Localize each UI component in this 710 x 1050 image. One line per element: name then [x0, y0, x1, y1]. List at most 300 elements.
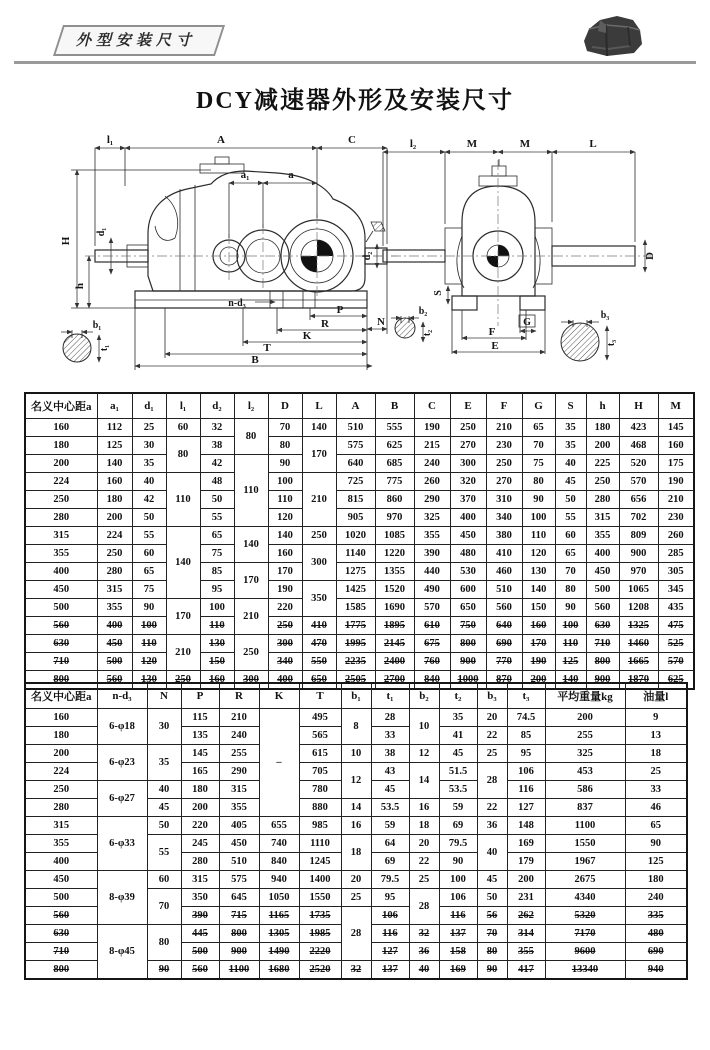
- table-row: [25, 455, 694, 473]
- cell: 22: [409, 853, 439, 871]
- cell: 1165: [259, 907, 299, 925]
- table-row: [25, 527, 694, 545]
- cell: 100: [555, 617, 586, 635]
- cell: 715: [219, 907, 259, 925]
- cell: 255: [545, 727, 625, 745]
- table-row: [25, 635, 694, 653]
- cell: 65: [522, 419, 555, 437]
- cell: 710: [586, 635, 619, 653]
- cell: 500: [25, 889, 97, 907]
- cell: 180: [181, 781, 219, 799]
- cell: 180: [586, 419, 619, 437]
- cell: 224: [97, 527, 132, 545]
- cell: 42: [132, 491, 166, 509]
- cell: 13340: [545, 961, 625, 980]
- cell: 22: [477, 727, 507, 745]
- cell: 45: [555, 473, 586, 491]
- dimension-table-2: [24, 682, 688, 980]
- cell: 175: [658, 455, 694, 473]
- cell: 705: [299, 763, 341, 781]
- cell: 1208: [619, 599, 658, 617]
- cell: 18: [341, 835, 371, 871]
- dim-label-P: P: [336, 304, 344, 316]
- cell: 315: [25, 817, 97, 835]
- cell: 140: [97, 455, 132, 473]
- cell: 690: [625, 943, 687, 961]
- cell: 170: [522, 635, 555, 653]
- cell: 355: [219, 799, 259, 817]
- dim-label-d1: d₁: [96, 227, 107, 237]
- cell: 250: [25, 781, 97, 799]
- cell: 30: [132, 437, 166, 455]
- cell: 880: [299, 799, 341, 817]
- cell: 90: [268, 455, 302, 473]
- cell: 28: [371, 709, 409, 727]
- cell: 20: [477, 709, 507, 727]
- cell: 85: [200, 563, 234, 581]
- cell: 90: [555, 599, 586, 617]
- cell: 160: [268, 545, 302, 563]
- cell: 40: [555, 455, 586, 473]
- cell: 20: [341, 871, 371, 889]
- cell: 325: [414, 509, 450, 527]
- cell: 170: [166, 599, 200, 635]
- cell: 210: [486, 419, 522, 437]
- cell: 970: [619, 563, 658, 581]
- cell: 565: [299, 727, 341, 745]
- cell: 410: [302, 617, 336, 635]
- column-header: M: [658, 393, 694, 419]
- cell: 75: [200, 545, 234, 563]
- cell: 59: [371, 817, 409, 835]
- cell: 325: [545, 745, 625, 763]
- column-header: H: [619, 393, 658, 419]
- cell: 140: [522, 581, 555, 599]
- cell: 940: [625, 961, 687, 980]
- cell: 480: [625, 925, 687, 943]
- cell: 33: [625, 781, 687, 799]
- cell: 400: [586, 545, 619, 563]
- column-header: n-d₃: [97, 683, 147, 709]
- cell: 25: [625, 763, 687, 781]
- cell: 70: [147, 889, 181, 925]
- cell: 435: [658, 599, 694, 617]
- cell: 586: [545, 781, 625, 799]
- column-header: l₂: [234, 393, 268, 419]
- cell: 46: [625, 799, 687, 817]
- cell: 55: [200, 509, 234, 527]
- cell: 65: [625, 817, 687, 835]
- cell: 158: [439, 943, 477, 961]
- cell: 2700: [375, 671, 414, 690]
- cell: 405: [219, 817, 259, 835]
- cell: 100: [200, 599, 234, 617]
- cell: 6-φ23: [97, 745, 147, 781]
- dim-label-l2: l₂: [409, 138, 417, 150]
- cell: 650: [450, 599, 486, 617]
- cell: 250: [302, 527, 336, 545]
- cell: 560: [25, 617, 97, 635]
- cell: 215: [414, 437, 450, 455]
- cell: 1665: [619, 653, 658, 671]
- cell: 12: [409, 745, 439, 763]
- cell: 475: [658, 617, 694, 635]
- column-header: d₂: [200, 393, 234, 419]
- cell: 25: [341, 889, 371, 907]
- cell: 460: [486, 563, 522, 581]
- table-row: [25, 817, 687, 835]
- cell: 35: [132, 455, 166, 473]
- cell: 80: [555, 581, 586, 599]
- dim-label-E: E: [491, 340, 499, 352]
- cell: 645: [219, 889, 259, 907]
- cell: 2675: [545, 871, 625, 889]
- cell: 150: [200, 653, 234, 671]
- cell: 260: [414, 473, 450, 491]
- cell: 140: [555, 671, 586, 690]
- cell: 1490: [259, 943, 299, 961]
- cell: 355: [586, 527, 619, 545]
- cell: 250: [586, 473, 619, 491]
- cell: 130: [132, 671, 166, 690]
- table2: [24, 682, 688, 980]
- cell: 33: [371, 727, 409, 745]
- cell: 75: [522, 455, 555, 473]
- cell: 390: [181, 907, 219, 925]
- column-header: 名义中心距a: [25, 683, 97, 709]
- cell: 45: [371, 781, 409, 799]
- cell: 410: [486, 545, 522, 563]
- cell: 190: [658, 473, 694, 491]
- cell: 100: [522, 509, 555, 527]
- cell: 190: [522, 653, 555, 671]
- dim-label-T: T: [263, 342, 271, 354]
- cell: 30: [147, 709, 181, 745]
- cell: 1550: [299, 889, 341, 907]
- cell: 1680: [259, 961, 299, 980]
- column-header: T: [299, 683, 341, 709]
- cell: 69: [371, 853, 409, 871]
- column-header: C: [414, 393, 450, 419]
- cell: 13: [625, 727, 687, 745]
- cell: 1425: [336, 581, 375, 599]
- cell: 75: [132, 581, 166, 599]
- cell: 675: [414, 635, 450, 653]
- cell: 500: [181, 943, 219, 961]
- cell: 310: [486, 491, 522, 509]
- cell: 65: [132, 563, 166, 581]
- cell: 116: [439, 907, 477, 925]
- cell: 500: [586, 581, 619, 599]
- cell: 555: [375, 419, 414, 437]
- cell: 160: [200, 671, 234, 690]
- cell: 106: [507, 763, 545, 781]
- cell: 160: [97, 473, 132, 491]
- cell: 1550: [545, 835, 625, 853]
- cell: 130: [200, 635, 234, 653]
- cell: 630: [25, 925, 97, 943]
- end-view: [362, 138, 656, 361]
- cell: 8-φ45: [97, 925, 147, 980]
- table-row: [25, 581, 694, 599]
- cell: 625: [658, 671, 694, 690]
- dim-label-n-d3: n-d₃: [228, 298, 246, 309]
- dim-label-F: F: [488, 326, 496, 338]
- cell: 1585: [336, 599, 375, 617]
- cell: 20: [409, 835, 439, 853]
- cell: 400: [25, 853, 97, 871]
- cell: 32: [409, 925, 439, 943]
- dim-label-H: H: [60, 236, 72, 246]
- cell: 38: [200, 437, 234, 455]
- cell: 51.5: [439, 763, 477, 781]
- cell: 224: [25, 473, 97, 491]
- cell: 510: [219, 853, 259, 871]
- cell: 110: [200, 617, 234, 635]
- cell: 140: [166, 527, 200, 599]
- cell: 50: [555, 491, 586, 509]
- cell: 200: [25, 455, 97, 473]
- cell: 656: [619, 491, 658, 509]
- header-row: [25, 683, 687, 709]
- cell: 1140: [336, 545, 375, 563]
- cell: 250: [25, 491, 97, 509]
- cell: 760: [414, 653, 450, 671]
- cell: 255: [219, 745, 259, 763]
- cell: 220: [181, 817, 219, 835]
- cell: 570: [414, 599, 450, 617]
- cell: 100: [439, 871, 477, 889]
- column-header: G: [522, 393, 555, 419]
- cell: 210: [234, 599, 268, 635]
- cell: 116: [371, 925, 409, 943]
- cell: 900: [219, 943, 259, 961]
- dim-label-t2: t₂: [422, 329, 433, 337]
- cell: 985: [299, 817, 341, 835]
- cell: 115: [181, 709, 219, 727]
- cell: 200: [181, 799, 219, 817]
- cell: 1735: [299, 907, 341, 925]
- cell: 28: [409, 889, 439, 925]
- cell: 40: [409, 961, 439, 980]
- cell: 36: [477, 817, 507, 835]
- cell: 170: [268, 563, 302, 581]
- table-row: [25, 419, 694, 437]
- cell: 400: [450, 509, 486, 527]
- cell: 42: [200, 455, 234, 473]
- table-row: [25, 563, 694, 581]
- cell: 210: [658, 491, 694, 509]
- cell: 210: [166, 635, 200, 671]
- cell: 60: [166, 419, 200, 437]
- cell: 900: [450, 653, 486, 671]
- column-header: b₁: [341, 683, 371, 709]
- table-row: [25, 709, 687, 727]
- cell: 1050: [259, 889, 299, 907]
- dim-label-a: a: [288, 169, 294, 181]
- cell: 110: [234, 455, 268, 527]
- column-header: E: [450, 393, 486, 419]
- cell: 250: [166, 671, 200, 690]
- dim-label-M2: M: [519, 138, 531, 150]
- header-divider: [14, 61, 696, 64]
- cell: 14: [409, 763, 439, 799]
- cell: 800: [586, 653, 619, 671]
- cell: 2145: [375, 635, 414, 653]
- cell: 800: [25, 961, 97, 980]
- cell: 250: [268, 617, 302, 635]
- column-header: l₁: [166, 393, 200, 419]
- cell: 345: [658, 581, 694, 599]
- column-header: K: [259, 683, 299, 709]
- cell: 28: [477, 763, 507, 799]
- cell: 43: [371, 763, 409, 781]
- cell: 90: [477, 961, 507, 980]
- cell: 45: [477, 871, 507, 889]
- cell: 85: [507, 727, 545, 745]
- cell: 1325: [619, 617, 658, 635]
- cell: 510: [336, 419, 375, 437]
- dim-label-S: S: [433, 290, 444, 296]
- dim-label-C: C: [348, 134, 356, 146]
- cell: 685: [375, 455, 414, 473]
- cell: 355: [507, 943, 545, 961]
- cell: 440: [414, 563, 450, 581]
- cell: 12: [341, 763, 371, 799]
- cell: 490: [414, 581, 450, 599]
- cell: 120: [132, 653, 166, 671]
- column-header: A: [336, 393, 375, 419]
- cell: 550: [302, 653, 336, 671]
- cell: 1775: [336, 617, 375, 635]
- column-header: d₁: [132, 393, 166, 419]
- cell: 127: [371, 943, 409, 961]
- cell: 350: [302, 581, 336, 617]
- column-header: L: [302, 393, 336, 419]
- cell: 525: [658, 635, 694, 653]
- cell: 1245: [299, 853, 341, 871]
- cell: 453: [545, 763, 625, 781]
- cell: 370: [450, 491, 486, 509]
- cell: 314: [507, 925, 545, 943]
- cell: 137: [439, 925, 477, 943]
- cell: 180: [25, 437, 97, 455]
- dim-label-N: N: [377, 316, 385, 328]
- cell: 35: [147, 745, 181, 781]
- cell: 110: [166, 473, 200, 527]
- cell: 560: [181, 961, 219, 980]
- cell: 116: [507, 781, 545, 799]
- cell: 36: [409, 943, 439, 961]
- cell: 10: [341, 745, 371, 763]
- cell: 65: [200, 527, 234, 545]
- cell: 355: [97, 599, 132, 617]
- dim-label-R: R: [321, 318, 329, 330]
- cell: 145: [181, 745, 219, 763]
- cell: 79.5: [439, 835, 477, 853]
- cell: 2400: [375, 653, 414, 671]
- cell: 80: [522, 473, 555, 491]
- table-row: [25, 871, 687, 889]
- cell: 262: [507, 907, 545, 925]
- cell: 160: [25, 419, 97, 437]
- column-header: a₁: [97, 393, 132, 419]
- cell: 60: [132, 545, 166, 563]
- cell: 120: [522, 545, 555, 563]
- cell: 2505: [336, 671, 375, 690]
- cell: 90: [132, 599, 166, 617]
- cell: 450: [25, 871, 97, 889]
- dim-label-d2: d₂: [362, 251, 373, 261]
- cell: 7170: [545, 925, 625, 943]
- cell: 600: [450, 581, 486, 599]
- cell: 495: [299, 709, 341, 727]
- cell: 640: [336, 455, 375, 473]
- cell: 260: [658, 527, 694, 545]
- dim-label-D: D: [644, 252, 656, 260]
- cell: 780: [299, 781, 341, 799]
- cell: 285: [658, 545, 694, 563]
- cell: 335: [625, 907, 687, 925]
- cell: 450: [219, 835, 259, 853]
- cell: 135: [181, 727, 219, 745]
- cell: 710: [25, 653, 97, 671]
- cell: 125: [97, 437, 132, 455]
- cell: 90: [147, 961, 181, 980]
- dim-label-t1: t₁: [99, 344, 110, 352]
- cell: 231: [507, 889, 545, 907]
- cell: 74.5: [507, 709, 545, 727]
- cell: 240: [219, 727, 259, 745]
- cell: 530: [450, 563, 486, 581]
- cell: 800: [219, 925, 259, 943]
- cell: 200: [507, 871, 545, 889]
- cell: 200: [586, 437, 619, 455]
- cell: 840: [414, 671, 450, 690]
- cell: 95: [200, 581, 234, 599]
- cell: 837: [545, 799, 625, 817]
- cell: 5320: [545, 907, 625, 925]
- cell: 179: [507, 853, 545, 871]
- cell: 125: [555, 653, 586, 671]
- cell: 1020: [336, 527, 375, 545]
- cell: 200: [97, 509, 132, 527]
- cell: 1985: [299, 925, 341, 943]
- cell: 70: [555, 563, 586, 581]
- header-row: [25, 393, 694, 419]
- cell: 60: [555, 527, 586, 545]
- cell: 25: [409, 871, 439, 889]
- cell: 1085: [375, 527, 414, 545]
- cell: 1995: [336, 635, 375, 653]
- cell: 41: [439, 727, 477, 745]
- dim-label-b1: b₁: [92, 320, 102, 331]
- cell: 280: [25, 509, 97, 527]
- cell: 70: [268, 419, 302, 437]
- cell: 127: [507, 799, 545, 817]
- cell: 8-φ39: [97, 871, 147, 925]
- cell: 800: [25, 671, 97, 690]
- table-row: [25, 509, 694, 527]
- cell: 160: [658, 437, 694, 455]
- cell: 450: [25, 581, 97, 599]
- cell: 125: [625, 853, 687, 871]
- cell: 240: [625, 889, 687, 907]
- cell: 130: [522, 563, 555, 581]
- cell: 165: [181, 763, 219, 781]
- cell: 1065: [619, 581, 658, 599]
- cell: 1000: [450, 671, 486, 690]
